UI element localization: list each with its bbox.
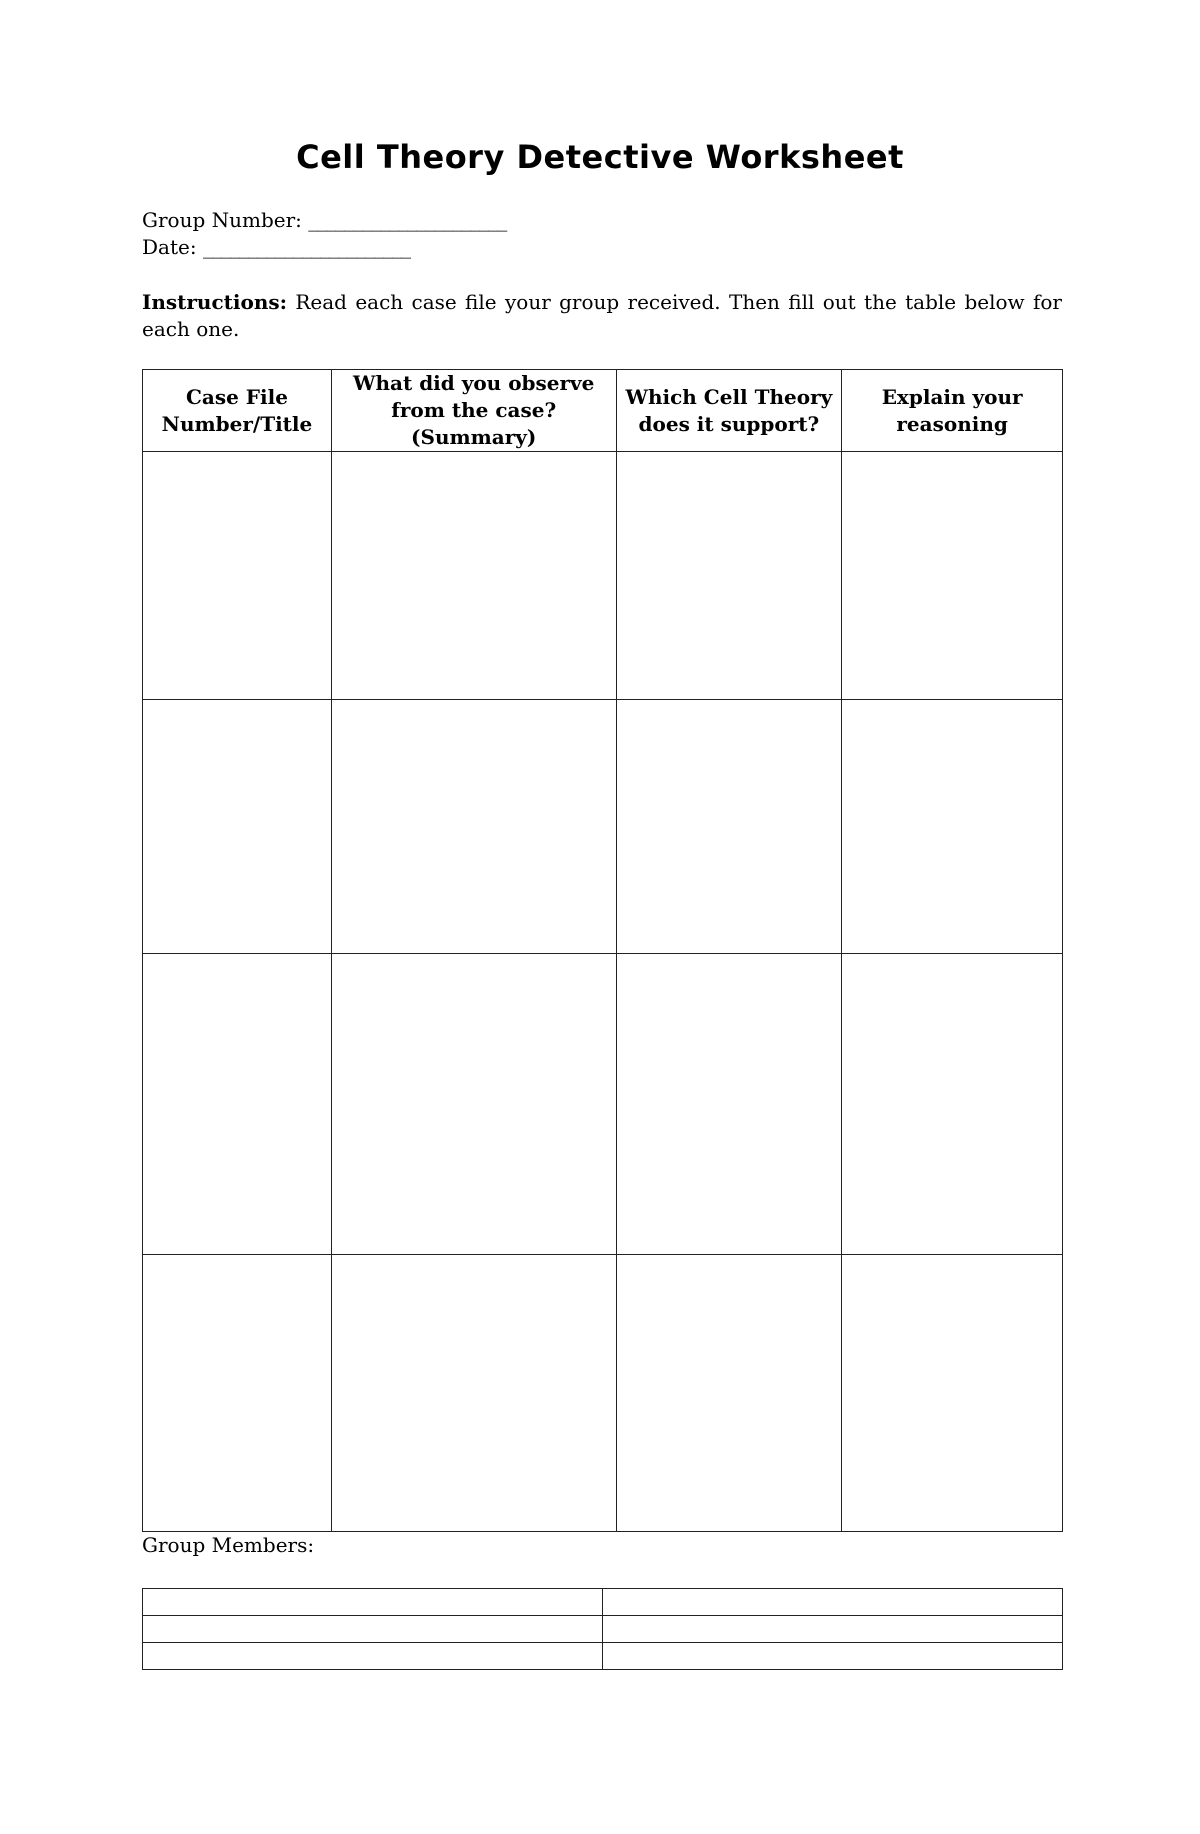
member-cell[interactable] bbox=[603, 1616, 1063, 1643]
table-cell[interactable] bbox=[331, 452, 616, 700]
member-cell[interactable] bbox=[603, 1643, 1063, 1670]
header-cell-theory: Which Cell Theory does it support? bbox=[616, 370, 842, 452]
case-file-table bbox=[142, 369, 1063, 1532]
table-row bbox=[143, 1616, 1063, 1643]
table-cell[interactable] bbox=[143, 700, 332, 954]
table-cell[interactable] bbox=[616, 700, 842, 954]
table-cell[interactable] bbox=[331, 954, 616, 1255]
date-field bbox=[142, 234, 410, 261]
member-cell[interactable] bbox=[143, 1643, 603, 1670]
table-cell[interactable] bbox=[616, 1255, 842, 1532]
table-row bbox=[143, 954, 1063, 1255]
member-cell[interactable] bbox=[603, 1589, 1063, 1616]
page-title: Cell Theory Detective Worksheet bbox=[296, 138, 904, 176]
date-blank[interactable]: _______________________ bbox=[202, 235, 410, 259]
table-cell[interactable] bbox=[842, 1255, 1063, 1532]
group-members-label: Group Members: bbox=[142, 1533, 315, 1557]
table-cell[interactable] bbox=[331, 700, 616, 954]
date-label: Date: bbox=[142, 235, 197, 259]
header-observation: What did you observe from the case? (Summary) bbox=[331, 370, 616, 452]
table-row bbox=[143, 1589, 1063, 1616]
table-row bbox=[143, 1643, 1063, 1670]
table-cell[interactable] bbox=[842, 700, 1063, 954]
table-cell[interactable] bbox=[143, 1255, 332, 1532]
table-header-row bbox=[143, 370, 1063, 452]
table-row bbox=[143, 1255, 1063, 1532]
table-row bbox=[143, 700, 1063, 954]
header-reasoning: Explain your reasoning bbox=[842, 370, 1063, 452]
table-cell[interactable] bbox=[143, 452, 332, 700]
table-cell[interactable] bbox=[331, 1255, 616, 1532]
instructions-text: Read each case file your group received. Then fill out the table below for each one. bbox=[142, 290, 1062, 341]
header-case-file: Case File Number/Title bbox=[143, 370, 332, 452]
table-cell[interactable] bbox=[143, 954, 332, 1255]
table-cell[interactable] bbox=[616, 954, 842, 1255]
group-members-table bbox=[142, 1588, 1063, 1670]
member-cell[interactable] bbox=[143, 1589, 603, 1616]
member-cell[interactable] bbox=[143, 1616, 603, 1643]
table-cell[interactable] bbox=[842, 452, 1063, 700]
group-number-label: Group Number: bbox=[142, 208, 302, 232]
group-number-blank[interactable]: ______________________ bbox=[308, 208, 507, 232]
table-row bbox=[143, 452, 1063, 700]
table-cell[interactable] bbox=[842, 954, 1063, 1255]
group-number-field bbox=[142, 207, 506, 234]
instructions bbox=[142, 289, 1062, 343]
table-cell[interactable] bbox=[616, 452, 842, 700]
instructions-label: Instructions: bbox=[142, 290, 288, 314]
